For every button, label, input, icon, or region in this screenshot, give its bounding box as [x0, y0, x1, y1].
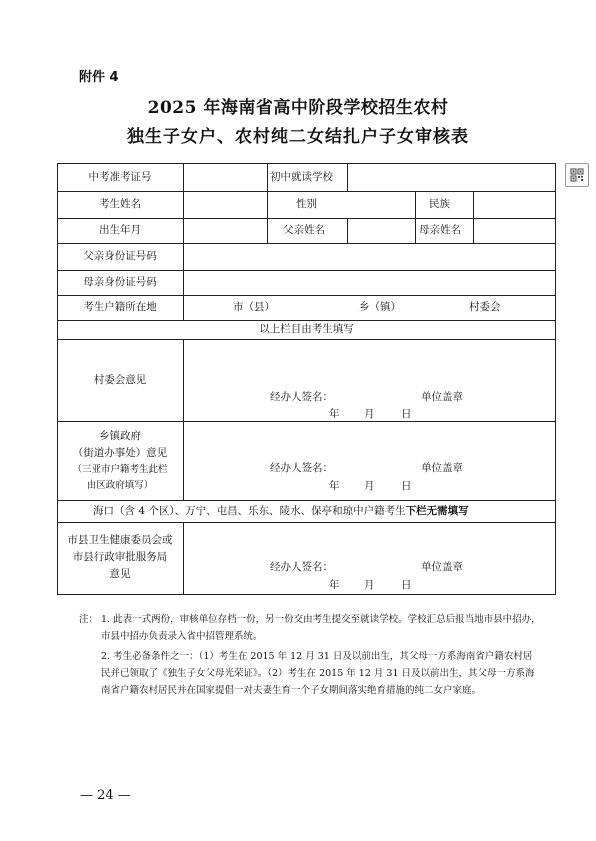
county-opinion-line-1: 市县卫生健康委员会或 — [67, 534, 173, 546]
signer-label-1: 经办人签名： — [270, 391, 333, 403]
county-opinion-line-3: 意见 — [109, 568, 131, 580]
mother-id-label: 母亲身份证号码 — [83, 276, 157, 288]
seal-label-1: 单位盖章 — [421, 391, 463, 403]
filled-by-note: 以上栏目由考生填写 — [259, 323, 354, 335]
ethnicity-label: 民族 — [429, 198, 450, 210]
note-2: 2. 考生必备条件之一：（1）考生在 2015 年 12 月 31 日及以前出生，其父母一方系海南省户籍农村居民并已领取了《独生子女父母光荣证》。（2）考生在 2015 年 12 月 31 日及以前出生，其父母一方系海南省户籍农村居民并在国家提倡一对夫妻生育一个子女期间落实绝育措施的纯二女户家庭。 — [101, 651, 535, 696]
note-1: 1. 此表一式两份，审核单位存档一份，另一份交由考生提交至就读学校。学校汇总后报当地市县中招办，市县中招办负责录入省中招管理系统。 — [101, 614, 541, 642]
title-line-2: 独生子女户、农村纯二女结扎户子女审核表 — [127, 127, 469, 147]
city-label: 市（县） — [233, 301, 275, 313]
village-opinion-label: 村委会意见 — [93, 374, 147, 386]
qr-code-icon[interactable] — [565, 163, 589, 187]
birth-label: 出生年月 — [99, 224, 141, 236]
seal-label-3: 单位盖章 — [421, 561, 463, 573]
page-number: — 24 — — [80, 788, 131, 803]
gender-label: 性别 — [296, 198, 317, 210]
exam-id-label: 中考准考证号 — [88, 171, 152, 183]
town-opinion-line-3: （三亚市户籍考生此栏 — [72, 464, 168, 475]
notes-label: 注： — [79, 614, 99, 625]
haikou-note: 海口（含 4 个区）、万宁、屯昌、乐东、陵水、保亭和琼中户籍考生下栏无需填写 — [93, 505, 469, 517]
mother-name-label: 母亲姓名 — [419, 224, 461, 236]
school-label: 初中就读学校 — [270, 171, 333, 183]
household-label: 考生户籍所在地 — [83, 301, 157, 313]
town-label: 乡（镇） — [359, 301, 401, 313]
date-day-3: 日 — [401, 579, 412, 591]
haikou-note-emphasis: 下栏无需填写 — [405, 505, 469, 517]
title-line-1: 2025 年海南省高中阶段学校招生农村 — [147, 98, 449, 118]
review-form-table — [57, 163, 556, 595]
town-opinion-line-1: 乡镇政府 — [99, 430, 141, 442]
town-opinion-line-2: （街道办事处）意见 — [72, 447, 168, 459]
name-label: 考生姓名 — [99, 198, 141, 210]
date-year-1: 年 — [329, 408, 340, 420]
signer-label-2: 经办人签名： — [270, 462, 333, 474]
seal-label-2: 单位盖章 — [421, 462, 463, 474]
date-month-3: 月 — [364, 579, 375, 591]
date-month-1: 月 — [364, 408, 375, 420]
date-day-2: 日 — [401, 480, 412, 492]
attachment-label: 附件 4 — [79, 70, 119, 85]
county-opinion-line-2: 市县行政审批服务局 — [72, 551, 168, 563]
date-month-2: 月 — [364, 480, 375, 492]
village-label: 村委会 — [469, 301, 501, 313]
signer-label-3: 经办人签名： — [270, 561, 333, 573]
father-name-label: 父亲姓名 — [283, 224, 325, 236]
father-id-label: 父亲身份证号码 — [83, 250, 157, 262]
town-opinion-line-4: 由区政府填写） — [86, 480, 154, 491]
date-day-1: 日 — [401, 408, 412, 420]
date-year-2: 年 — [329, 480, 340, 492]
date-year-3: 年 — [329, 579, 340, 591]
